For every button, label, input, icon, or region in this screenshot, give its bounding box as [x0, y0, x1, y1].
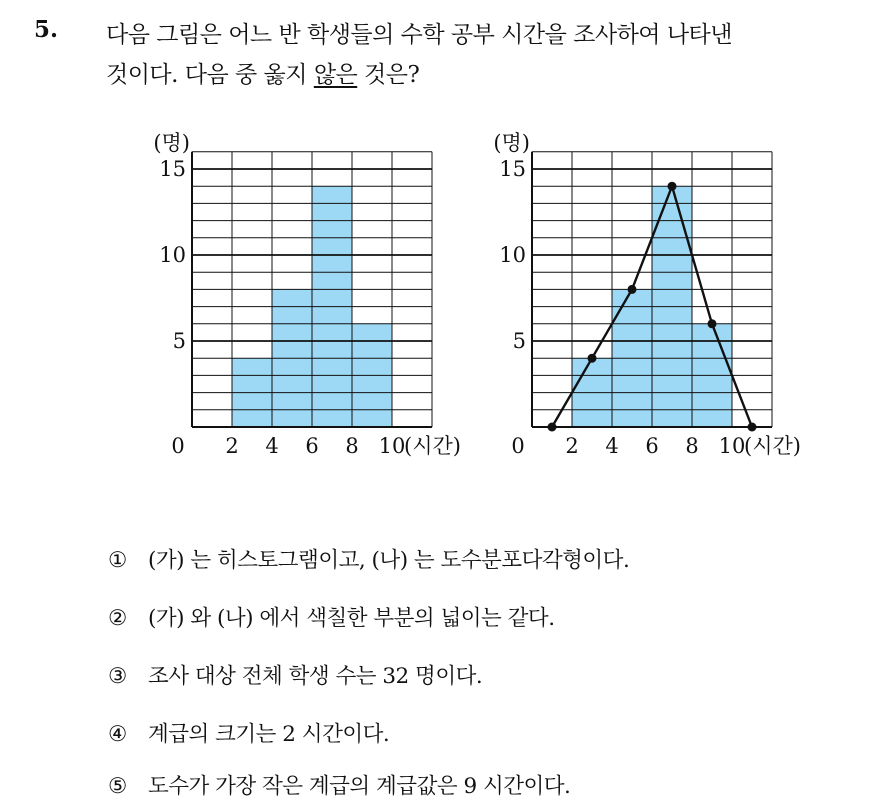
choice-4[interactable] — [108, 717, 389, 748]
x-axis-label: (시간) — [744, 434, 801, 458]
y-axis-label: (명) — [493, 130, 530, 155]
x-tick-label: 10 — [378, 434, 406, 458]
underlined-word: 않은 — [313, 62, 358, 88]
choice-3[interactable] — [108, 659, 482, 690]
y-tick-label: 10 — [159, 243, 186, 267]
polygon-point — [588, 354, 597, 363]
polygon-point — [708, 319, 717, 328]
x-tick-label: 8 — [685, 434, 699, 458]
choice-5-text: 도수가 가장 작은 계급의 계급값은 9 시간이다. — [148, 774, 571, 799]
choice-2-text: (가) 와 (나) 에서 색칠한 부분의 넓이는 같다. — [148, 606, 555, 631]
y-tick-label: 10 — [499, 243, 526, 267]
x-tick-label: 0 — [511, 434, 525, 458]
choice-2[interactable] — [108, 601, 555, 632]
x-axis-label: (시간) — [404, 434, 461, 458]
choice-4-text: 계급의 크기는 2 시간이다. — [148, 722, 390, 747]
question-text-after: 것은? — [357, 62, 420, 88]
choice-2-mark: ② — [108, 606, 127, 631]
y-tick-label: 5 — [512, 329, 526, 353]
x-tick-label: 2 — [565, 434, 579, 458]
x-tick-label: 4 — [265, 434, 279, 458]
y-axis-label: (명) — [153, 130, 190, 155]
polygon-point — [748, 423, 757, 432]
choice-5-mark: ⑤ — [108, 774, 127, 799]
x-tick-label: 6 — [645, 434, 659, 458]
y-tick-label: 15 — [159, 157, 186, 181]
y-tick-label: 5 — [172, 329, 186, 353]
choice-3-text: 조사 대상 전체 학생 수는 32 명이다. — [148, 664, 483, 689]
x-tick-label: 10 — [718, 434, 746, 458]
y-tick-label: 15 — [499, 157, 526, 181]
x-tick-label: 6 — [305, 434, 319, 458]
choice-3-mark: ③ — [108, 664, 127, 689]
polygon-point — [668, 182, 677, 191]
x-tick-label: 2 — [225, 434, 239, 458]
choice-1[interactable] — [108, 543, 629, 574]
polygon-point — [548, 423, 557, 432]
polygon-point — [628, 285, 637, 294]
histogram-chart-a — [140, 112, 490, 457]
x-tick-label: 4 — [605, 434, 619, 458]
frequency-polygon-chart-b — [480, 112, 830, 457]
choice-1-text: (가) 는 히스토그램이고, (나) 는 도수분포다각형이다. — [148, 548, 630, 573]
choice-5[interactable] — [108, 769, 570, 800]
x-tick-label: 8 — [345, 434, 359, 458]
question-text-before: 것이다. 다음 중 옳지 — [106, 62, 314, 88]
choice-1-mark: ① — [108, 548, 127, 573]
question-line-1: 다음 그림은 어느 반 학생들의 수학 공부 시간을 조사하여 나타낸 — [106, 22, 732, 48]
question-line-2 — [106, 56, 419, 89]
choice-4-mark: ④ — [108, 722, 127, 747]
question-number: 5. — [34, 16, 59, 43]
x-tick-label: 0 — [171, 434, 185, 458]
